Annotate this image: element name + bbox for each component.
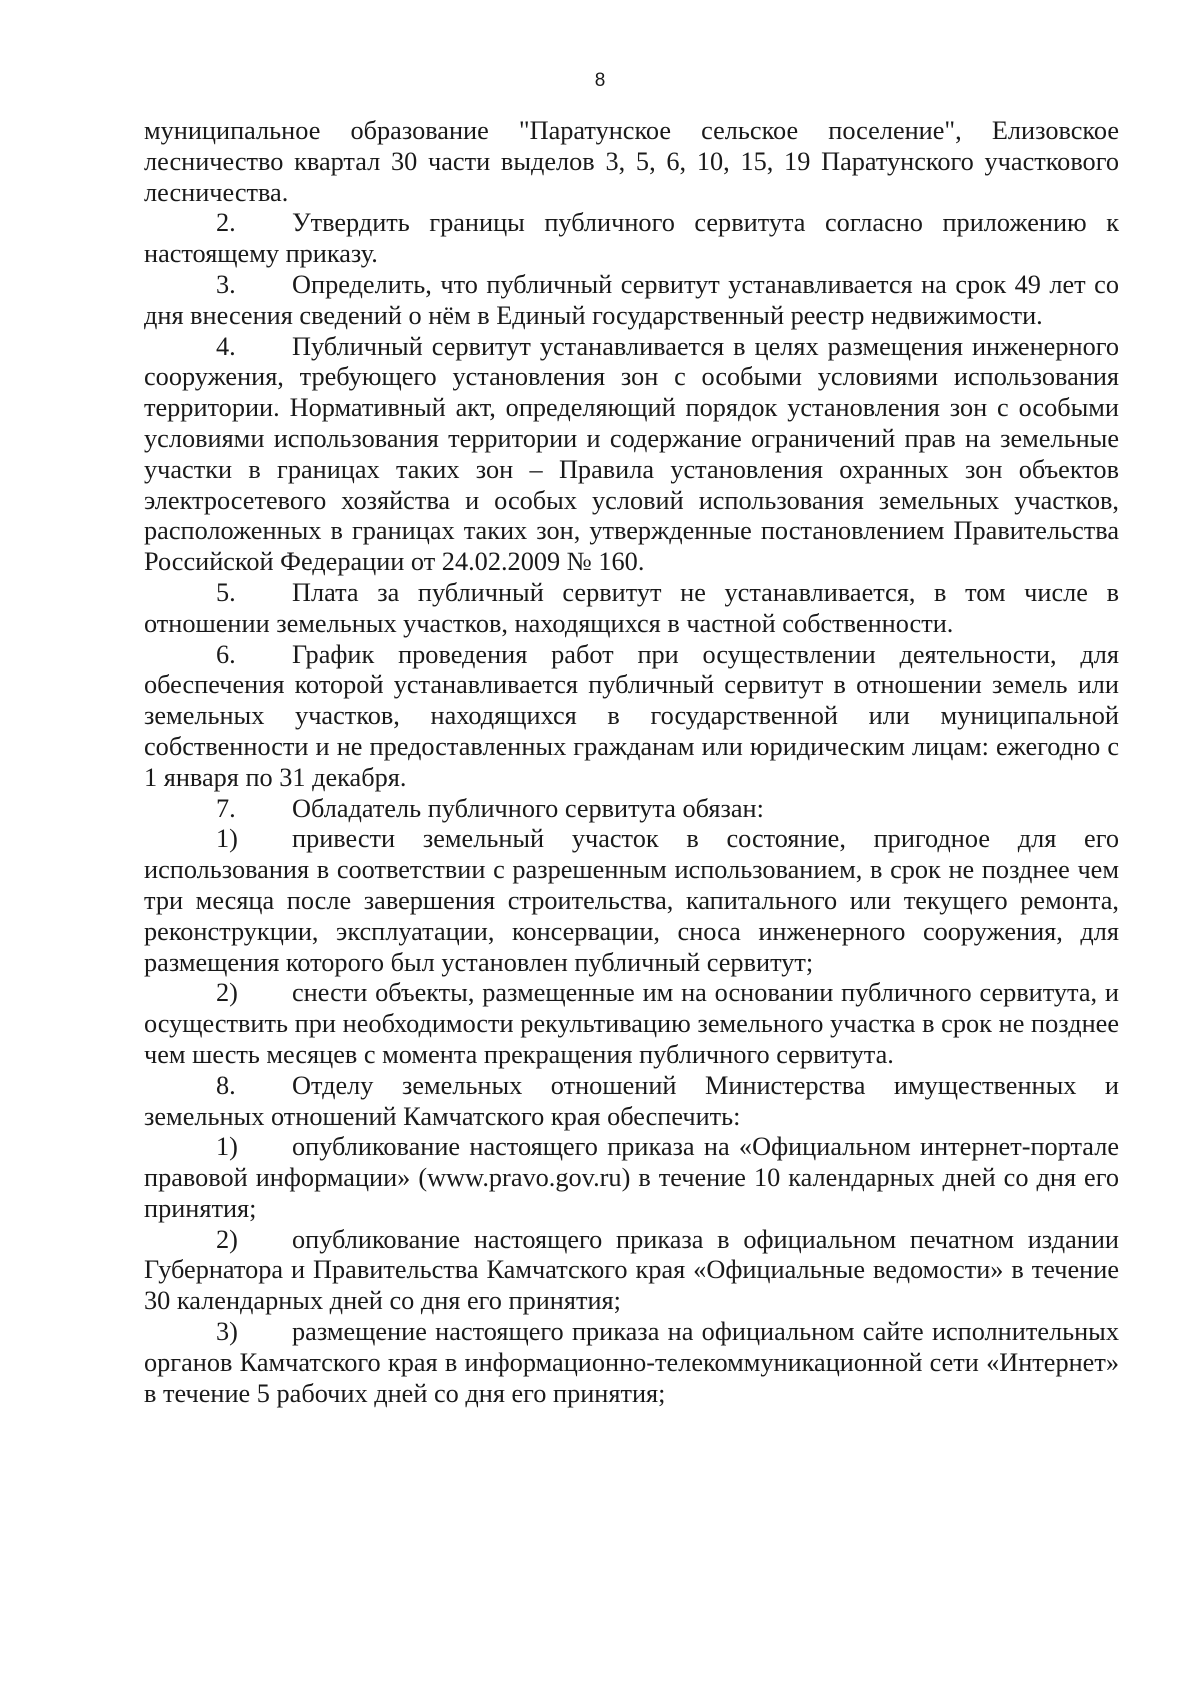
paragraph-subitem-8-1	[144, 1132, 1119, 1224]
paragraph-text: снести объекты, размещенные им на основании публичного сервитута, и осуществить при необходимости рекультивацию земельного участка в срок не позднее чем шесть месяцев с момента прекращения публичного сервитута.	[144, 978, 1119, 1069]
paragraph-item-6	[144, 640, 1119, 794]
paragraph-subitem-7-2	[144, 978, 1119, 1070]
paragraph-text: Публичный сервитут устанавливается в целях размещения инженерного сооружения, требующего установления зон с особыми условиями использования территории. Нормативный акт, определяющий порядок установления зон с особыми условиями использования территории и содержание ограничений прав на земельные участки в границах таких зон – Правила установления охранных зон объектов электросетевого хозяйства и особых условий использования земельных участков, расположенных в границах таких зон, утвержденные постановлением Правительства Российской Федерации от 24.02.2009 № 160.	[144, 331, 1119, 577]
item-number: 2.	[216, 208, 236, 238]
paragraph-text: График проведения работ при осуществлении деятельности, для обеспечения которой устанавливается публичный сервитут в отношении земель или земельных участков, находящихся в государственной или муниципальной собственности и не предоставленных гражданам или юридическим лицам: ежегодно с 1 января по 31 декабря.	[144, 639, 1119, 792]
paragraph-text: Обладатель публичного сервитута обязан:	[292, 793, 764, 823]
item-number: 2)	[216, 978, 238, 1008]
item-number: 6.	[216, 639, 236, 669]
paragraph-subitem-8-2	[144, 1225, 1119, 1317]
item-number: 4.	[216, 331, 236, 361]
paragraph-item-8	[144, 1071, 1119, 1133]
paragraph-text: Отделу земельных отношений Министерства имущественных и земельных отношений Камчатского края обеспечить:	[144, 1070, 1119, 1131]
paragraph-text: муниципальное образование "Паратунское сельское поселение", Елизовское лесничество квартал 30 части выделов 3, 5, 6, 10, 15, 19 Паратунского участкового лесничества.	[144, 116, 1119, 207]
paragraph-text: Утвердить границы публичного сервитута согласно приложению к настоящему приказу.	[144, 208, 1119, 269]
paragraph-item-3	[144, 270, 1119, 332]
paragraph-text: размещение настоящего приказа на официальном сайте исполнительных органов Камчатского края в информационно-телекоммуникационной сети «Интернет» в течение 5 рабочих дней со дня его принятия;	[144, 1317, 1119, 1408]
item-number: 7.	[216, 793, 236, 823]
item-number: 3)	[216, 1317, 238, 1347]
paragraph-item-4	[144, 332, 1119, 578]
paragraph-text: опубликование настоящего приказа на «Официальном интернет-портале правовой информации» (www.pravo.gov.ru) в течение 10 календарных дней со дня его принятия;	[144, 1132, 1119, 1223]
paragraph-text: Плата за публичный сервитут не устанавливается, в том числе в отношении земельных участков, находящихся в частной собственности.	[144, 577, 1119, 638]
paragraph-subitem-8-3	[144, 1317, 1119, 1409]
paragraph-text: привести земельный участок в состояние, пригодное для его использования в соответствии с разрешенным использованием, в срок не позднее чем три месяца после завершения строительства, капитального или текущего ремонта, реконструкции, эксплуатации, консервации, сноса инженерного сооружения, для размещения которого был установлен публичный сервитут;	[144, 824, 1119, 977]
paragraph-item-5	[144, 578, 1119, 640]
paragraph-subitem-7-1	[144, 824, 1119, 978]
paragraph-item-2	[144, 208, 1119, 270]
item-number: 5.	[216, 577, 236, 607]
item-number: 1)	[216, 824, 238, 854]
paragraph-continuation	[144, 116, 1119, 208]
item-number: 3.	[216, 269, 236, 299]
item-number: 2)	[216, 1224, 238, 1254]
item-number: 1)	[216, 1132, 238, 1162]
document-body	[144, 116, 1119, 1409]
paragraph-item-7	[144, 794, 1119, 825]
item-number: 8.	[216, 1070, 236, 1100]
paragraph-text: Определить, что публичный сервитут устанавливается на срок 49 лет со дня внесения сведений о нём в Единый государственный реестр недвижимости.	[144, 269, 1119, 330]
page-number: 8	[594, 70, 606, 91]
paragraph-text: опубликование настоящего приказа в официальном печатном издании Губернатора и Правительства Камчатского края «Официальные ведомости» в течение 30 календарных дней со дня его принятия;	[144, 1224, 1119, 1316]
